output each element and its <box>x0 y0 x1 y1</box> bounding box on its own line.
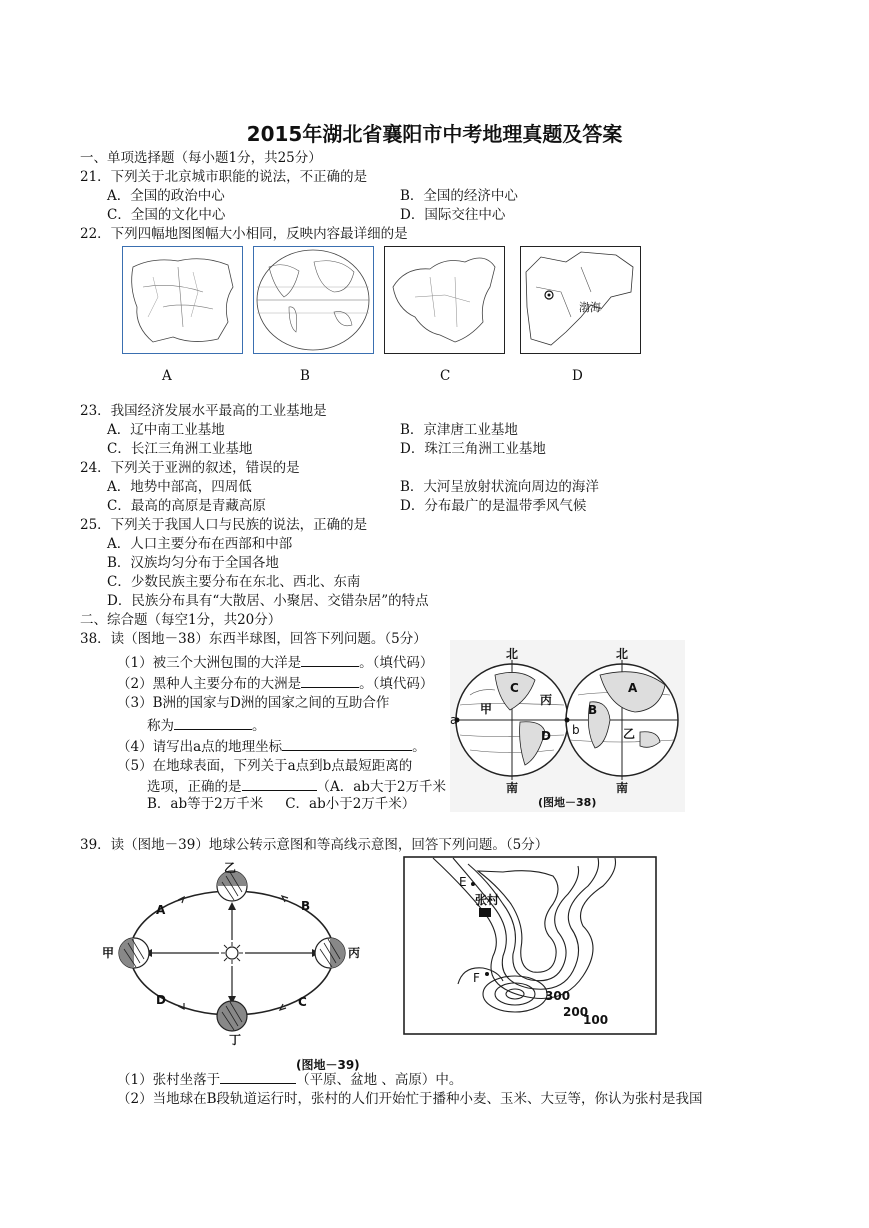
q39-part1-text: （1）张村坐落于 <box>117 1072 221 1088</box>
q38-part5-option-b: B．ab等于2万千米 <box>147 796 264 812</box>
q38-part3-blank[interactable] <box>174 716 252 730</box>
q38-part2-blank[interactable] <box>301 674 359 688</box>
hemispheres-figure <box>450 640 685 812</box>
orbit-label-jia: 甲 <box>102 946 115 960</box>
earth-ding <box>217 1001 247 1031</box>
fig38-north-west: 北 <box>506 647 519 661</box>
map-b-drawing <box>254 247 373 353</box>
q38-part3-line2 <box>147 716 266 735</box>
q38-part5-text: 选项，正确的是 <box>147 779 242 795</box>
earth-yi <box>217 871 247 901</box>
q38-part4-text: （4）请写出a点的地理坐标 <box>117 739 283 755</box>
fig38-south-west: 南 <box>506 781 519 795</box>
earth-jia <box>119 938 149 968</box>
q38-part2-text: （2）黑种人主要分布的大洲是 <box>117 676 302 692</box>
q21-option-b: B．全国的经济中心 <box>400 188 518 204</box>
q23-stem: 23．我国经济发展水平最高的工业基地是 <box>80 403 327 419</box>
orbit-label-d: D <box>156 993 166 1007</box>
orbit-label-yi: 乙 <box>224 861 237 875</box>
section1-heading: 一、单项选择题（每小题1分，共25分） <box>80 150 322 166</box>
q25-option-a: A．人口主要分布在西部和中部 <box>107 536 293 552</box>
fig38-caption: (图地－38) <box>538 796 597 809</box>
orbit-label-c: C <box>298 995 307 1009</box>
fig38-yi: 乙 <box>623 727 636 741</box>
fig39-caption: (图地－39) <box>296 1058 360 1072</box>
q25-option-d: D．民族分布具有“大散居、小聚居、交错杂居”的特点 <box>107 593 429 609</box>
village-marker <box>479 908 491 917</box>
map-d-bohai-label: 渤海 <box>579 301 601 314</box>
q38-part3-text: 称为 <box>147 718 174 734</box>
q38-part5-line2 <box>147 777 446 796</box>
fig38-north-east: 北 <box>616 647 629 661</box>
map-b-label: B <box>300 368 310 384</box>
q24-stem: 24．下列关于亚洲的叙述，错误的是 <box>80 460 300 476</box>
q39-part1-suffix: （平原、盆地 、高原）中。 <box>296 1072 463 1088</box>
page-title: 2015年湖北省襄阳市中考地理真题及答案 <box>246 122 623 146</box>
q21-stem: 21．下列关于北京城市职能的说法，不正确的是 <box>80 169 368 185</box>
contour-figure <box>403 856 658 1036</box>
q25-option-b: B．汉族均匀分布于全国各地 <box>107 555 279 571</box>
q24-option-b: B．大河呈放射状流向周边的海洋 <box>400 479 599 495</box>
q39-part2: （2）当地球在B段轨道运行时，张村的人们开始忙于播种小麦、玉米、大豆等，你认为张村是我国 <box>117 1091 703 1107</box>
map-c-drawing <box>385 247 504 353</box>
fig38-label-d: D <box>541 729 551 743</box>
q22-stem: 22．下列四幅地图图幅大小相同，反映内容最详细的是 <box>80 226 408 242</box>
q24-option-c: C．最高的高原是青藏高原 <box>107 498 266 514</box>
map-a-label: A <box>162 368 172 384</box>
q23-option-b: B．京津唐工业基地 <box>400 422 518 438</box>
fig38-point-a: a <box>450 713 458 727</box>
q38-part1-suffix: 。（填代码） <box>359 655 434 671</box>
map-b-world <box>253 246 374 354</box>
q21-option-a: A．全国的政治中心 <box>107 188 225 204</box>
q25-stem: 25．下列关于我国人口与民族的说法，正确的是 <box>80 517 368 533</box>
orbit-figure <box>98 858 378 1063</box>
map-c-label: C <box>440 368 451 384</box>
map-c-china <box>384 246 505 354</box>
q38-part5-option-c: C．ab小于2万千米） <box>285 796 416 812</box>
contour-point-e: E <box>459 875 467 889</box>
q38-stem: 38．读（图地－38）东西半球图，回答下列问题。（5分） <box>80 631 427 647</box>
q24-option-a: A．地势中部高，四周低 <box>107 479 252 495</box>
map-a-drawing <box>123 247 242 353</box>
fig38-jia: 甲 <box>480 702 493 716</box>
q39-part1-blank[interactable] <box>220 1070 296 1084</box>
fig38-label-a: A <box>628 681 638 695</box>
q21-option-c: C．全国的文化中心 <box>107 207 226 223</box>
q38-part5-line1: （5）在地球表面，下列关于a点到b点最短距离的 <box>117 758 413 774</box>
q38-part5-line3 <box>147 796 415 813</box>
fig38-point-b: b <box>572 723 580 737</box>
q23-option-a: A．辽中南工业基地 <box>107 422 225 438</box>
map-d-region <box>520 246 641 354</box>
contour-village-label: 张村 <box>475 893 500 907</box>
q38-part3-suffix: 。 <box>252 718 266 734</box>
q38-part2 <box>117 674 433 693</box>
orbit-label-bing: 丙 <box>348 946 361 960</box>
q38-part4-suffix: 。 <box>412 739 426 755</box>
contour-label-200: 200 <box>563 1005 589 1019</box>
q38-part1 <box>117 653 433 672</box>
fig38-label-c: C <box>510 681 519 695</box>
fig38-south-east: 南 <box>616 781 629 795</box>
q25-option-c: C．少数民族主要分布在东北、西北、东南 <box>107 574 361 590</box>
q21-option-d: D．国际交往中心 <box>400 207 506 223</box>
map-d-label: D <box>572 368 583 384</box>
contour-label-100: 100 <box>583 1013 609 1027</box>
contour-label-300: 300 <box>545 989 571 1003</box>
q38-part3-line1: （3）B洲的国家与D洲的国家之间的互助合作 <box>117 695 390 711</box>
contour-point-f: F <box>473 971 480 985</box>
q38-part5-option-a: （A．ab大于2万千米 <box>316 779 447 795</box>
orbit-label-b: B <box>301 899 311 913</box>
orbit-label-a: A <box>156 903 166 917</box>
q23-option-d: D．珠江三角洲工业基地 <box>400 441 546 457</box>
q39-part1 <box>117 1070 462 1089</box>
q23-option-c: C．长江三角洲工业基地 <box>107 441 253 457</box>
q38-part4 <box>117 737 426 756</box>
section2-heading: 二、综合题（每空1分，共20分） <box>80 612 282 628</box>
q38-part1-text: （1）被三个大洲包围的大洋是 <box>117 655 302 671</box>
fig38-label-b: B <box>588 703 598 717</box>
sun-icon <box>221 942 243 964</box>
q38-part2-suffix: 。（填代码） <box>359 676 434 692</box>
map-a-asia <box>122 246 243 354</box>
q38-part5-blank[interactable] <box>242 777 317 791</box>
q24-option-d: D．分布最广的是温带季风气候 <box>400 498 587 514</box>
fig38-bing: 丙 <box>540 693 553 707</box>
q39-stem: 39．读（图地－39）地球公转示意图和等高线示意图，回答下列问题。（5分） <box>80 837 549 853</box>
earth-bing <box>315 938 345 968</box>
q38-part1-blank[interactable] <box>301 653 359 667</box>
orbit-label-ding: 丁 <box>229 1033 242 1047</box>
q38-part4-blank[interactable] <box>282 737 412 751</box>
